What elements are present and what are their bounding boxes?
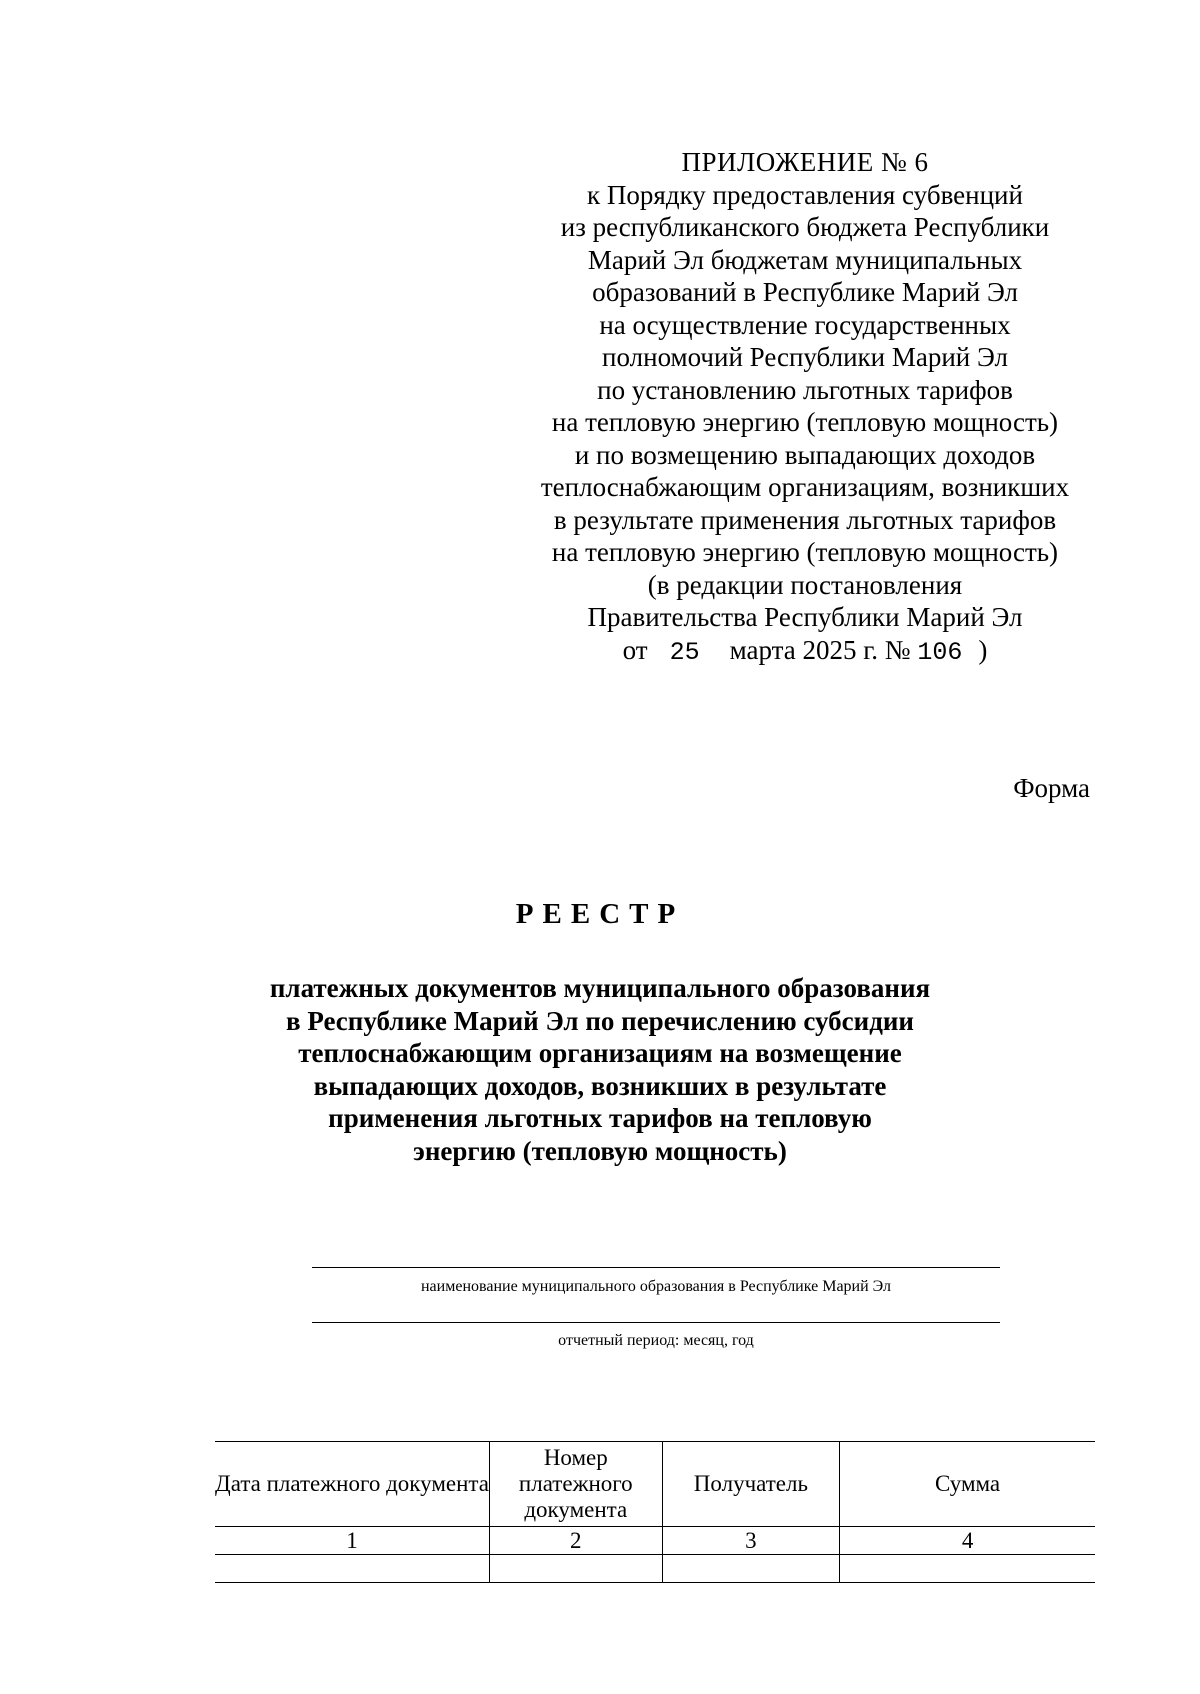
table-row [215,1555,1095,1583]
appendix-date-line [520,634,1090,670]
appendix-line: образований в Республике Марий Эл [592,277,1018,307]
subtitle-line: в Республике Марий Эл по перечислению субсидии [286,1005,914,1036]
appendix-line: на осуществление государственных [599,309,1011,340]
form-label: Форма [1013,773,1090,803]
resolution-number: 106 [917,637,963,667]
document-title: РЕЕСТР [515,898,685,930]
appendix-header [520,146,1090,669]
appendix-line: на тепловую энергию (тепловую мощность) [551,407,1059,437]
appendix-line: и по возмещению выпадающих доходов [574,439,1036,470]
payment-documents-table [215,1441,1095,1583]
table-cell[interactable] [840,1555,1095,1583]
subtitle-line: энергию (тепловую мощность) [413,1135,787,1166]
subtitle-line: теплоснабжающим организациям на возмещение [298,1038,902,1068]
appendix-line: на тепловую энергию (тепловую мощность) [551,537,1059,567]
appendix-line: (в редакции постановления [647,569,963,600]
appendix-line: полномочий Республики Марий Эл [602,342,1008,372]
subtitle-line: выпадающих доходов, возникших в результате [313,1070,887,1101]
column-number: 4 [840,1527,1095,1555]
date-day: 25 [669,637,700,667]
subtitle-line: применения льготных тарифов на тепловую [328,1103,872,1133]
appendix-line: теплоснабжающим организациям, возникших [540,472,1070,502]
appendix-title: ПРИЛОЖЕНИЕ № 6 [681,147,929,177]
column-header-recipient: Получатель [662,1442,840,1527]
column-number: 3 [662,1527,840,1555]
column-number: 1 [215,1527,489,1555]
subtitle-line: платежных документов муниципального образования [269,973,931,1003]
column-header-number: Номер платежного документа [489,1442,662,1527]
reporting-period-caption: отчетный период: месяц, год [558,1332,754,1349]
appendix-line: Правительства Республики Марий Эл [587,602,1023,632]
table-cell[interactable] [489,1555,662,1583]
appendix-line: в результате применения льготных тарифов [553,504,1057,535]
document-subtitle [200,972,1000,1167]
municipality-name-caption: наименование муниципального образования в Республике Марий Эл [420,1278,892,1295]
column-header-amount: Сумма [840,1442,1095,1527]
reporting-period-field[interactable] [312,1322,1000,1323]
municipality-name-field[interactable] [312,1267,1000,1268]
appendix-line: к Порядку предоставления субвенций [587,179,1023,210]
appendix-line: Марий Эл бюджетам муниципальных [587,244,1023,275]
column-header-date: Дата платежного документа [215,1442,489,1527]
date-prefix: от [622,634,648,665]
table-cell[interactable] [215,1555,489,1583]
table-cell[interactable] [662,1555,840,1583]
appendix-line: по установлению льготных тарифов [597,374,1013,405]
date-middle: марта 2025 г. № [729,634,911,665]
date-suffix: ) [978,634,988,665]
table-header-row [215,1442,1095,1527]
column-number: 2 [489,1527,662,1555]
column-number-row [215,1527,1095,1555]
appendix-line: из республиканского бюджета Республики [560,212,1050,242]
